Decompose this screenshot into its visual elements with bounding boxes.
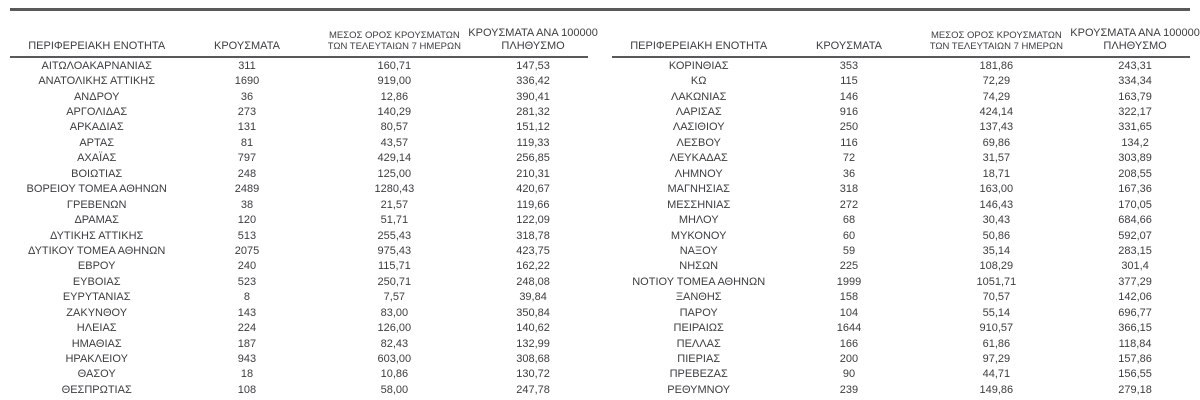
table-row [612, 57, 1190, 73]
region-cell: ΛΕΣΒΟΥ [676, 136, 721, 149]
table-row [10, 367, 588, 382]
avg7-cell: 919,00 [377, 75, 412, 88]
col-header-cases-label: ΚΡΟΥΣΜΑΤΑ [214, 39, 280, 52]
cases-cell: 2489 [234, 183, 260, 196]
table-row [612, 243, 1190, 258]
table-row [612, 89, 1190, 104]
per100k-cell: 256,85 [516, 152, 550, 165]
avg7-cell: 429,14 [377, 152, 412, 165]
per100k-cell: 283,15 [1118, 244, 1152, 257]
region-cell: ΗΛΕΙΑΣ [76, 322, 117, 335]
per100k-cell: 390,41 [516, 90, 550, 103]
per100k-cell: 350,84 [516, 306, 550, 319]
cases-cell: 943 [237, 353, 257, 366]
avg7-cell: 58,00 [380, 383, 409, 396]
table-row [10, 151, 588, 166]
cases-cell: 1690 [234, 75, 260, 88]
avg7-cell: 126,00 [377, 322, 412, 335]
per100k-cell: 322,17 [1118, 106, 1152, 119]
per100k-cell: 331,65 [1118, 121, 1152, 134]
table-row [10, 305, 588, 320]
per100k-cell: 151,12 [516, 121, 550, 134]
table-row [10, 243, 588, 258]
region-cell: ΠΕΙΡΑΙΩΣ [673, 322, 724, 335]
avg7-cell: 21,57 [380, 198, 409, 211]
avg7-cell: 149,86 [979, 383, 1014, 396]
col-header-avg7-line1: ΜΕΣΟΣ ΟΡΟΣ ΚΡΟΥΣΜΑΤΩΝ [930, 30, 1062, 41]
table-row [10, 135, 588, 150]
table-row [10, 120, 588, 135]
table-row [10, 228, 588, 243]
col-header-region-label: ΠΕΡΙΦΕΡΕΙΑΚΗ ΕΝΟΤΗΤΑ [630, 39, 768, 52]
table-row [612, 274, 1190, 289]
region-cell: ΞΑΝΘΗΣ [675, 291, 722, 304]
cases-cell: 523 [237, 275, 257, 288]
avg7-cell: 140,29 [377, 106, 412, 119]
table-row [10, 166, 588, 181]
per100k-cell: 318,78 [516, 229, 550, 242]
per100k-cell: 119,66 [516, 198, 550, 211]
cases-cell: 272 [839, 198, 859, 211]
per100k-cell: 132,99 [516, 337, 550, 350]
col-header-region [10, 10, 183, 57]
table-row [10, 104, 588, 119]
avg7-cell: 975,43 [377, 244, 412, 257]
region-cell: ΕΒΡΟΥ [77, 260, 116, 273]
avg7-cell: 255,43 [377, 229, 412, 242]
avg7-cell: 603,00 [377, 353, 412, 366]
per100k-cell: 423,75 [516, 244, 550, 257]
per100k-cell: 163,79 [1118, 90, 1152, 103]
table-header [10, 10, 598, 57]
cases-cell: 2075 [234, 244, 260, 257]
region-cell: ΗΜΑΘΙΑΣ [71, 337, 122, 350]
avg7-cell: 115,71 [377, 260, 411, 273]
avg7-cell: 1051,71 [976, 275, 1017, 288]
table-row [612, 104, 1190, 119]
col-header-per100k-line1: ΚΡΟΥΣΜΑΤΑ ΑΝΑ 100000 [468, 27, 598, 39]
cases-cell: 146 [839, 90, 859, 103]
cases-cell: 273 [237, 106, 257, 119]
avg7-cell: 250,71 [377, 275, 412, 288]
col-header-avg7 [913, 10, 1081, 57]
per100k-cell: 39,84 [519, 291, 547, 304]
per100k-cell: 208,55 [1118, 167, 1152, 180]
cases-cell: 311 [238, 59, 256, 72]
cases-cell: 38 [240, 198, 254, 211]
table-row [10, 274, 588, 289]
col-header-region-label: ΠΕΡΙΦΕΡΕΙΑΚΗ ΕΝΟΤΗΤΑ [28, 39, 166, 52]
avg7-cell: 424,14 [979, 106, 1014, 119]
cases-cell: 8 [243, 291, 251, 304]
avg7-cell: 72,29 [982, 75, 1011, 88]
per100k-cell: 134,2 [1121, 136, 1149, 149]
table-row [10, 351, 588, 366]
avg7-cell: 137,43 [979, 121, 1014, 134]
cases-table-left [10, 10, 598, 398]
region-cell: ΕΥΒΟΙΑΣ [72, 275, 121, 288]
per100k-cell: 247,78 [516, 383, 550, 396]
table-row [10, 197, 588, 212]
col-header-region [612, 10, 785, 57]
table-row [612, 135, 1190, 150]
per100k-cell: 366,15 [1118, 322, 1152, 335]
region-cell: ΚΟΡΙΝΘΙΑΣ [668, 59, 729, 72]
region-cell: ΔΥΤΙΚΟΥ ΤΟΜΕΑ ΑΘΗΝΩΝ [28, 244, 166, 257]
table-row [612, 367, 1190, 382]
cases-cell: 59 [842, 244, 856, 257]
region-cell: ΛΑΡΙΣΑΣ [675, 106, 722, 119]
table-row [612, 259, 1190, 274]
region-cell: ΜΗΛΟΥ [678, 214, 719, 227]
header-row [10, 10, 588, 57]
region-cell: ΝΗΣΩΝ [679, 260, 719, 273]
region-cell: ΓΡΕΒΕΝΩΝ [66, 198, 127, 211]
avg7-cell: 69,86 [982, 136, 1011, 149]
cases-cell: 1999 [836, 275, 862, 288]
per100k-cell: 142,06 [1118, 291, 1152, 304]
cases-cell: 353 [839, 59, 859, 72]
cases-cell: 68 [842, 214, 856, 227]
avg7-cell: 70,57 [982, 291, 1011, 304]
table-row [612, 120, 1190, 135]
region-cell: ΛΕΥΚΑΔΑΣ [669, 152, 728, 165]
region-cell: ΡΕΘΥΜΝΟΥ [667, 383, 731, 396]
table-row [10, 290, 588, 305]
region-cell: ΘΑΣΟΥ [77, 368, 116, 381]
region-cell: ΖΑΚΥΝΘΟΥ [66, 306, 128, 319]
cases-cell: 36 [240, 90, 254, 103]
cases-cell: 158 [839, 291, 859, 304]
per100k-cell: 210,31 [516, 167, 550, 180]
table-header [612, 10, 1200, 57]
region-cell: ΑΧΑΪΑΣ [77, 152, 117, 165]
per100k-cell: 122,09 [516, 214, 550, 227]
cases-cell: 120 [237, 214, 257, 227]
region-cell: ΕΥΡΥΤΑΝΙΑΣ [62, 291, 131, 304]
cases-cell: 200 [839, 353, 859, 366]
per100k-cell: 156,55 [1118, 368, 1152, 381]
region-cell: ΔΡΑΜΑΣ [74, 214, 119, 227]
per100k-cell: 248,08 [516, 275, 550, 288]
region-cell: ΑΡΤΑΣ [79, 136, 115, 149]
region-cell: ΑΙΤΩΛΟΑΚΑΡΝΑΝΙΑΣ [41, 59, 152, 72]
region-cell: ΠΕΛΛΑΣ [676, 337, 721, 350]
cases-cell: 239 [839, 383, 859, 396]
avg7-cell: 163,00 [979, 183, 1014, 196]
cases-cell: 131 [237, 121, 257, 134]
cases-cell: 115 [840, 75, 858, 88]
avg7-cell: 1280,43 [374, 183, 415, 196]
per100k-cell: 118,84 [1118, 337, 1152, 350]
table-row [10, 182, 588, 197]
per100k-cell: 303,89 [1118, 152, 1152, 165]
table-row [10, 212, 588, 227]
region-cell: ΒΟΡΕΙΟΥ ΤΟΜΕΑ ΑΘΗΝΩΝ [26, 183, 167, 196]
region-cell: ΜΥΚΟΝΟΥ [670, 229, 727, 242]
region-cell: ΜΕΣΣΗΝΙΑΣ [667, 198, 731, 211]
table-row [612, 382, 1190, 397]
table-row [612, 212, 1190, 227]
cases-cell: 18 [240, 368, 254, 381]
table-row [612, 151, 1190, 166]
cases-table-right [612, 10, 1200, 398]
region-cell: ΛΑΚΩΝΙΑΣ [671, 90, 727, 103]
per100k-cell: 162,22 [516, 260, 550, 273]
col-header-per100k-line1: ΚΡΟΥΣΜΑΤΑ ΑΝΑ 100000 [1070, 27, 1200, 39]
region-cell: ΠΙΕΡΙΑΣ [677, 353, 721, 366]
per100k-cell: 140,62 [516, 322, 550, 335]
per100k-cell: 147,53 [516, 59, 550, 72]
table-row [612, 290, 1190, 305]
tables-container [10, 10, 1200, 398]
avg7-cell: 35,14 [982, 244, 1011, 257]
col-header-cases-label: ΚΡΟΥΣΜΑΤΑ [816, 39, 882, 52]
region-cell: ΔΥΤΙΚΗΣ ΑΤΤΙΚΗΣ [50, 229, 144, 242]
avg7-cell: 30,43 [982, 214, 1011, 227]
per100k-cell: 334,34 [1118, 75, 1152, 88]
table-row [612, 166, 1190, 181]
avg7-cell: 74,29 [982, 90, 1011, 103]
region-cell: ΘΕΣΠΡΩΤΙΑΣ [61, 383, 132, 396]
avg7-cell: 181,86 [979, 59, 1014, 72]
avg7-cell: 51,71 [380, 214, 409, 227]
cases-cell: 60 [842, 229, 856, 242]
cases-cell: 81 [240, 136, 254, 149]
per100k-cell: 684,66 [1118, 214, 1152, 227]
per100k-cell: 157,86 [1118, 353, 1152, 366]
avg7-cell: 125,00 [377, 167, 412, 180]
table-row [612, 228, 1190, 243]
avg7-cell: 10,86 [380, 368, 409, 381]
table-row [10, 73, 588, 88]
region-cell: ΠΑΡΟΥ [679, 306, 718, 319]
table-row [10, 259, 588, 274]
avg7-cell: 55,14 [982, 306, 1011, 319]
region-cell: ΛΑΣΙΘΙΟΥ [672, 121, 725, 134]
table-body-right [612, 57, 1190, 398]
col-header-avg7-line2: ΤΩΝ ΤΕΛΕΥΤΑΙΩΝ 7 ΗΜΕΡΩΝ [929, 41, 1063, 52]
region-cell: ΒΟΙΩΤΙΑΣ [71, 167, 123, 180]
cases-cell: 248 [237, 167, 257, 180]
cases-cell: 90 [842, 368, 856, 381]
per100k-cell: 592,07 [1118, 229, 1152, 242]
col-header-per100k-line2: ΠΛΗΘΥΣΜΟ [1103, 39, 1167, 52]
per100k-cell: 279,18 [1118, 383, 1152, 396]
col-header-avg7-line1: ΜΕΣΟΣ ΟΡΟΣ ΚΡΟΥΣΜΑΤΩΝ [328, 30, 460, 41]
table-row [612, 182, 1190, 197]
per100k-cell: 301,4 [1121, 260, 1149, 273]
cases-cell: 104 [839, 306, 859, 319]
table-row [612, 73, 1190, 88]
per100k-cell: 243,31 [1118, 59, 1152, 72]
avg7-cell: 61,86 [982, 337, 1011, 350]
cases-cell: 224 [237, 322, 257, 335]
region-cell: ΠΡΕΒΕΖΑΣ [669, 368, 728, 381]
avg7-cell: 12,86 [380, 90, 409, 103]
cases-cell: 797 [237, 152, 257, 165]
table-row [612, 320, 1190, 335]
region-cell: ΜΑΓΝΗΣΙΑΣ [667, 183, 730, 196]
header-row [612, 10, 1190, 57]
region-cell: ΑΡΚΑΔΙΑΣ [69, 121, 124, 134]
cases-cell: 225 [839, 260, 859, 273]
avg7-cell: 31,57 [982, 152, 1011, 165]
table-row [10, 89, 588, 104]
cases-cell: 108 [237, 383, 257, 396]
cases-cell: 250 [839, 121, 859, 134]
col-header-per100k [1070, 10, 1200, 57]
cases-cell: 72 [842, 152, 856, 165]
avg7-cell: 108,29 [979, 260, 1014, 273]
per100k-cell: 377,29 [1118, 275, 1152, 288]
cases-cell: 116 [840, 136, 858, 149]
per100k-cell: 130,72 [516, 368, 550, 381]
region-cell: ΑΝΑΤΟΛΙΚΗΣ ΑΤΤΙΚΗΣ [38, 75, 156, 88]
region-cell: ΝΟΤΙΟΥ ΤΟΜΕΑ ΑΘΗΝΩΝ [632, 275, 766, 288]
region-cell: ΑΡΓΟΛΙΔΑΣ [66, 106, 128, 119]
cases-cell: 916 [839, 106, 859, 119]
per100k-cell: 170,05 [1118, 198, 1152, 211]
avg7-cell: 80,57 [380, 121, 409, 134]
region-cell: ΚΩ [690, 75, 707, 88]
col-header-per100k-line2: ΠΛΗΘΥΣΜΟ [501, 39, 565, 52]
region-cell: ΑΝΔΡΟΥ [73, 90, 120, 103]
avg7-cell: 160,71 [377, 59, 412, 72]
table-row [612, 305, 1190, 320]
table-row [10, 336, 588, 351]
avg7-cell: 50,86 [982, 229, 1011, 242]
per100k-cell: 119,33 [516, 136, 550, 149]
per100k-cell: 308,68 [516, 353, 550, 366]
cases-cell: 166 [839, 337, 859, 350]
per100k-cell: 167,36 [1118, 183, 1152, 196]
avg7-cell: 18,71 [982, 167, 1011, 180]
cases-cell: 513 [237, 229, 257, 242]
table-body-left [10, 57, 588, 398]
col-header-avg7 [311, 10, 479, 57]
avg7-cell: 7,57 [383, 291, 406, 304]
per100k-cell: 420,67 [516, 183, 550, 196]
table-row [10, 382, 588, 397]
avg7-cell: 43,57 [380, 136, 409, 149]
table-row [10, 320, 588, 335]
avg7-cell: 97,29 [982, 353, 1011, 366]
cases-cell: 143 [237, 306, 257, 319]
cases-cell: 187 [237, 337, 257, 350]
region-cell: ΝΑΞΟΥ [679, 244, 718, 257]
cases-cell: 36 [842, 167, 856, 180]
cases-cell: 318 [839, 183, 859, 196]
per100k-cell: 281,32 [516, 106, 550, 119]
avg7-cell: 146,43 [979, 198, 1014, 211]
cases-cell: 240 [237, 260, 257, 273]
avg7-cell: 83,00 [380, 306, 409, 319]
table-row [612, 197, 1190, 212]
avg7-cell: 910,57 [979, 322, 1014, 335]
table-row [10, 57, 588, 73]
region-cell: ΛΗΜΝΟΥ [674, 167, 723, 180]
per100k-cell: 696,77 [1118, 306, 1152, 319]
table-row [612, 351, 1190, 366]
cases-cell: 1644 [836, 322, 862, 335]
col-header-avg7-line2: ΤΩΝ ΤΕΛΕΥΤΑΙΩΝ 7 ΗΜΕΡΩΝ [327, 41, 461, 52]
avg7-cell: 44,71 [982, 368, 1011, 381]
region-cell: ΗΡΑΚΛΕΙΟΥ [65, 353, 128, 366]
per100k-cell: 336,42 [516, 75, 550, 88]
avg7-cell: 82,43 [380, 337, 409, 350]
table-row [612, 336, 1190, 351]
